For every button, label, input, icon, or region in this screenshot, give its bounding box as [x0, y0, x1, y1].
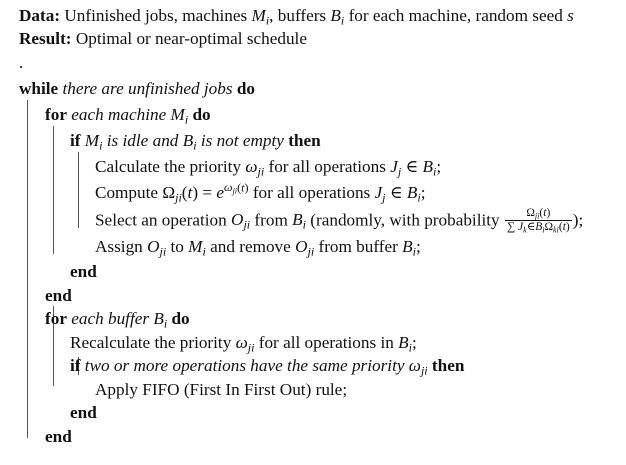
step-apply-fifo: Apply FIFO (First In First Out) rule;: [95, 380, 348, 399]
end-for-buffer: end: [45, 427, 72, 446]
result-line: Result: Optimal or near-optimal schedule: [19, 29, 307, 48]
if-idle-line: if $M_i$ is idle and $B_i$ is not empty then: [70, 131, 321, 153]
while-line: while there are unfinished jobs do: [19, 79, 256, 98]
step-calculate-priority: Calculate the priority $\omega_{ji}$ for all operations $J_j$ ∈ $B_i$;: [95, 157, 442, 179]
for-machine-line: for each machine $M_i$ do: [45, 105, 211, 127]
end-for-machine: end: [45, 286, 72, 305]
end-if-idle: end: [70, 262, 97, 281]
for-machine-block-bar: [53, 126, 54, 254]
if-same-priority-line: if two or more operations have the same priority $\omega_{ji}$ then: [70, 356, 465, 378]
step-compute-omega: Compute $\Omega_{ji}(t) = e^{\omega_{ji}(t)}$ for all operations $J_j$ ∈ $B_i$;: [95, 180, 426, 205]
if-idle-block-bar: [78, 152, 79, 228]
for-buffer-line: for each buffer $B_i$ do: [45, 309, 190, 331]
data-line: Data: Unfinished jobs, machines $M_i$, buffers $B_i$ for each machine, random seed s: [19, 6, 574, 28]
step-select-operation: Select an operation $O_{ji}$ from $B_i$ (randomly, with probability $\frac{\Omega_{ji}(t)}{\sum J_k\in B_i\Omega_{ki}(t)}$ );: [95, 207, 584, 235]
while-block-bar: [27, 100, 28, 438]
end-if-same-priority: end: [70, 403, 97, 422]
dot-line: .: [19, 53, 24, 72]
step-assign-operation: Assign $O_{ji}$ to $M_i$ and remove $O_{ji}$ from buffer $B_i$;: [95, 237, 421, 259]
step-recalculate-priority: Recalculate the priority $\omega_{ji}$ for all operations in $B_i$;: [70, 333, 417, 355]
probability-fraction: $\frac{\Omega_{ji}(t)}{\sum J_k\in B_i\Omega_{ki}(t)}$: [506, 207, 570, 235]
